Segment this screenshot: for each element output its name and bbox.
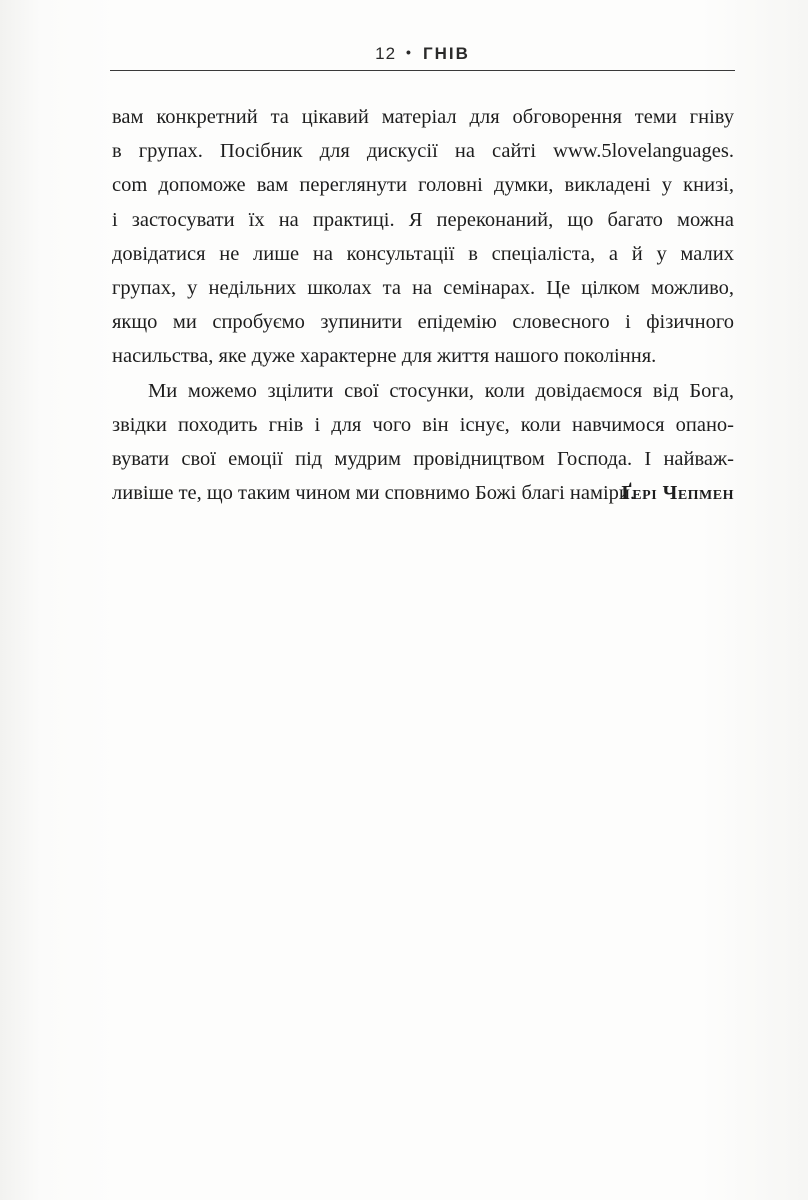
text-line: довідатися не лише на консультації в спеціаліста, а й у малих xyxy=(112,242,734,265)
text-line: вам конкретний та цікавий матеріал для обговорення теми гніву xyxy=(112,106,734,128)
text-line: ливіше те, що таким чином ми сповнимо Божі благі наміри. xyxy=(112,482,636,505)
page-number: 12 xyxy=(375,44,397,63)
body-text xyxy=(112,100,734,510)
book-title: ГНІВ xyxy=(422,44,470,63)
text-line: групах, у недільних школах та на семінарах. Це цілком можливо, xyxy=(112,277,734,300)
text-line: і застосувати їх на практиці. Я переконаний, що багато можна xyxy=(112,208,734,231)
text-line: насильства, яке дуже характерне для життя нашого покоління. xyxy=(112,345,657,368)
paragraph-1 xyxy=(112,100,734,374)
text-line: вувати свої емоції під мудрим провідництвом Господа. І найваж- xyxy=(112,448,734,471)
header-rule xyxy=(110,70,735,71)
author-signature: Ґері Чепмен xyxy=(621,482,734,504)
running-header xyxy=(110,44,735,74)
running-head-text xyxy=(110,44,735,64)
text-line: в групах. Посібник для дискусії на сайті www.5lovelanguages. xyxy=(112,140,734,163)
text-line: com допоможе вам переглянути головні думки, викладені у книзі, xyxy=(112,174,734,197)
text-line: Ми можемо зцілити свої стосунки, коли довідаємося від Бога, xyxy=(148,379,734,402)
text-line: якщо ми спробуємо зупинити епідемію словесного і фізичного xyxy=(112,311,734,334)
header-separator: • xyxy=(406,44,413,60)
text-line: звідки походить гнів і для чого він існує, коли навчимося опано- xyxy=(112,413,734,436)
